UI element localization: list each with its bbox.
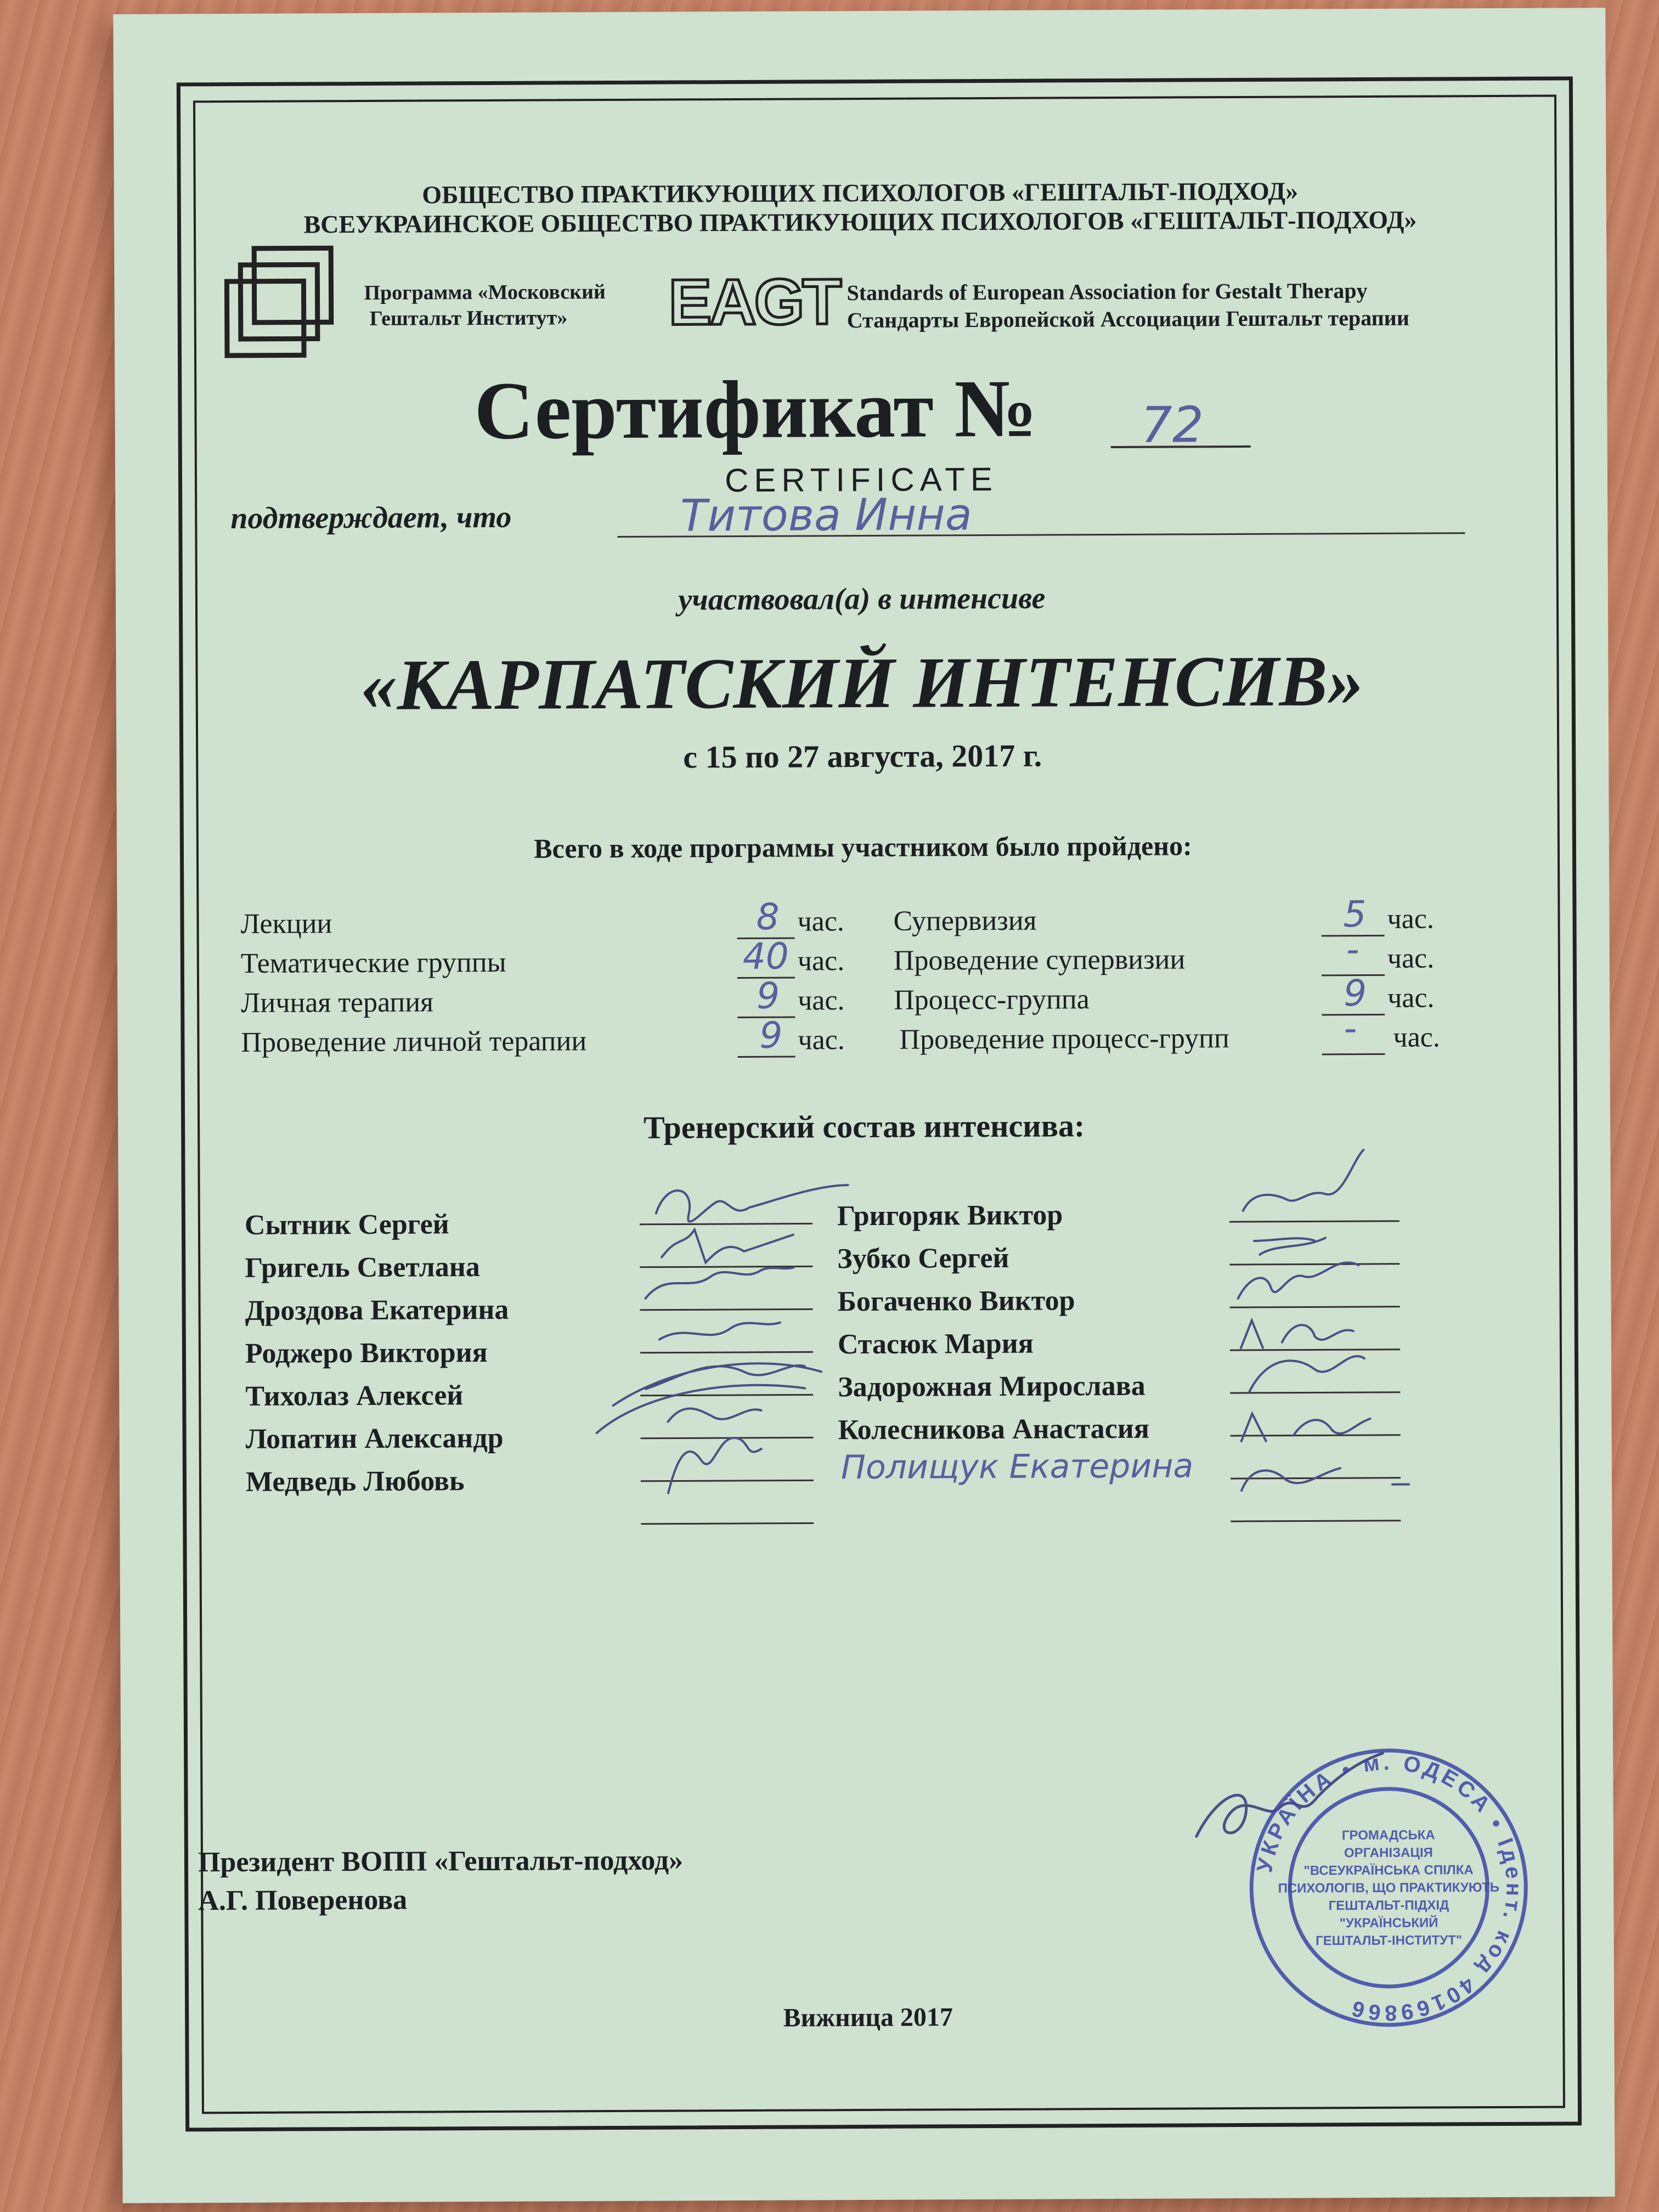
stamp-inner-line: "ВСЕУКРАЇНСЬКА СПІЛКА (1304, 1863, 1474, 1878)
hours-value-leading-process: - (1344, 1007, 1357, 1050)
stamp-inner-line: ГЕШТАЛЬТ-ІНСТИТУТ" (1316, 1933, 1463, 1949)
hours-value-supervision: 5 (1343, 893, 1367, 936)
president-name: А.Г. Поверенова (198, 1884, 408, 1917)
trainer-name: Богаченко Виктор (837, 1285, 1075, 1318)
hours-unit: час. (1387, 982, 1435, 1014)
hours-unit: час. (1387, 943, 1435, 974)
trainers-heading: Тренерский состав интенсива: (643, 1108, 1085, 1146)
stamp-inner-line: "УКРАЇНСЬКИЙ (1339, 1915, 1438, 1931)
handwritten-trainer: Полищук Екатерина (840, 1447, 1194, 1487)
standards-en: Standards of European Association for Gestalt Therapy (847, 278, 1368, 306)
trainer-name: Зубко Сергей (837, 1242, 1009, 1275)
trainer-name: Стасюк Мария (837, 1328, 1034, 1361)
certificate-number: 72 (1141, 396, 1204, 454)
stamp-inner-line: ПСИХОЛОГІВ, ЩО ПРАКТИКУЮТЬ (1278, 1880, 1499, 1896)
certificate-title: Сертификат № (474, 363, 1037, 457)
standards-ru: Стандарты Европейской Ассоциации Гештальт терапии (847, 305, 1409, 333)
org-title-ua: ВСЕУКРАИНСКОЕ ОБЩЕСТВО ПРАКТИКУЮЩИХ ПСИХОЛОГОВ «ГЕШТАЛЬТ-ПОДХОД» (303, 205, 1417, 239)
hours-label-lectures: Лекции (240, 908, 332, 940)
hours-unit: час. (797, 906, 844, 938)
participated-label: участвовал(а) в интенсиве (678, 581, 1046, 617)
hours-unit: час. (1393, 1022, 1440, 1053)
hours-value-thematic: 40 (742, 935, 789, 978)
certificate-subtitle: CERTIFICATE (724, 460, 998, 499)
trainer-name: Дроздова Екатерина (245, 1294, 509, 1327)
trainer-name: Медведь Любовь (245, 1465, 465, 1498)
hours-unit: час. (1387, 903, 1434, 935)
trainer-name: Лопатин Александр (245, 1422, 504, 1455)
recipient-name: Титова Инна (680, 489, 972, 541)
hours-label-process-group: Процесс-группа (894, 984, 1090, 1016)
trainer-name: Григель Светлана (245, 1251, 480, 1284)
hours-unit: час. (797, 945, 845, 977)
trainer-name: Григоряк Виктор (837, 1199, 1063, 1232)
trainer-name: Тихолаз Алексей (245, 1380, 464, 1412)
event-dates: с 15 по 27 августа, 2017 г. (683, 737, 1042, 775)
hours-label-giving-supervision: Проведение супервизии (893, 944, 1186, 977)
program-line-1: Программа «Московский (364, 280, 606, 304)
hours-heading: Всего в ходе программы участником было пройдено: (534, 830, 1192, 864)
stamp-inner-line: ГРОМАДСЬКА (1341, 1827, 1435, 1843)
stamp-outer-text: УКРАЇНА • м. ОДЕСА • Ідент. код 40169866 (1252, 1750, 1526, 2025)
hours-value-giving-therapy: 9 (759, 1014, 783, 1057)
trainer-name: Сытник Сергей (244, 1209, 449, 1241)
hours-label-leading-process: Проведение процесс-групп (899, 1023, 1229, 1056)
eagt-logo: EAGT (668, 266, 840, 339)
hours-label-thematic: Тематические группы (240, 946, 506, 979)
hours-unit: час. (798, 985, 845, 1017)
hours-value-therapy: 9 (756, 974, 780, 1017)
hours-label-therapy: Личная терапия (241, 986, 434, 1019)
org-title-ru: ОБЩЕСТВО ПРАКТИКУЮЩИХ ПСИХОЛОГОВ «ГЕШТАЛЬТ-ПОДХОД» (422, 177, 1299, 209)
hours-value-lectures: 8 (756, 895, 780, 938)
event-name: «КАРПАТСКИЙ ИНТЕНСИВ» (360, 640, 1364, 725)
hours-label-supervision: Супервизия (893, 905, 1037, 937)
trainer-name: Задорожная Мирослава (838, 1370, 1146, 1403)
stamp-inner-line: ОРГАНІЗАЦІЯ (1344, 1845, 1433, 1861)
hours-label-giving-therapy: Проведение личной терапии (241, 1025, 587, 1058)
place-year: Вижница 2017 (783, 2002, 953, 2033)
hours-value-process-group: 9 (1343, 972, 1367, 1015)
hours-unit: час. (798, 1024, 845, 1056)
hours-value-giving-supervision: - (1346, 928, 1359, 971)
president-title: Президент ВОПП «Гештальт-подход» (198, 1844, 684, 1878)
certificate-sheet (113, 8, 1615, 2203)
trainer-name: Колесникова Анастасия (838, 1413, 1150, 1446)
confirms-label: подтверждает, что (230, 500, 512, 536)
program-line-2: Гештальт Институт» (369, 306, 568, 330)
organization-stamp (1245, 1745, 1532, 2031)
stamp-inner-line: ГЕШТАЛЬТ-ПІДХІД (1328, 1898, 1449, 1914)
trainer-name: Роджеро Виктория (245, 1336, 488, 1369)
